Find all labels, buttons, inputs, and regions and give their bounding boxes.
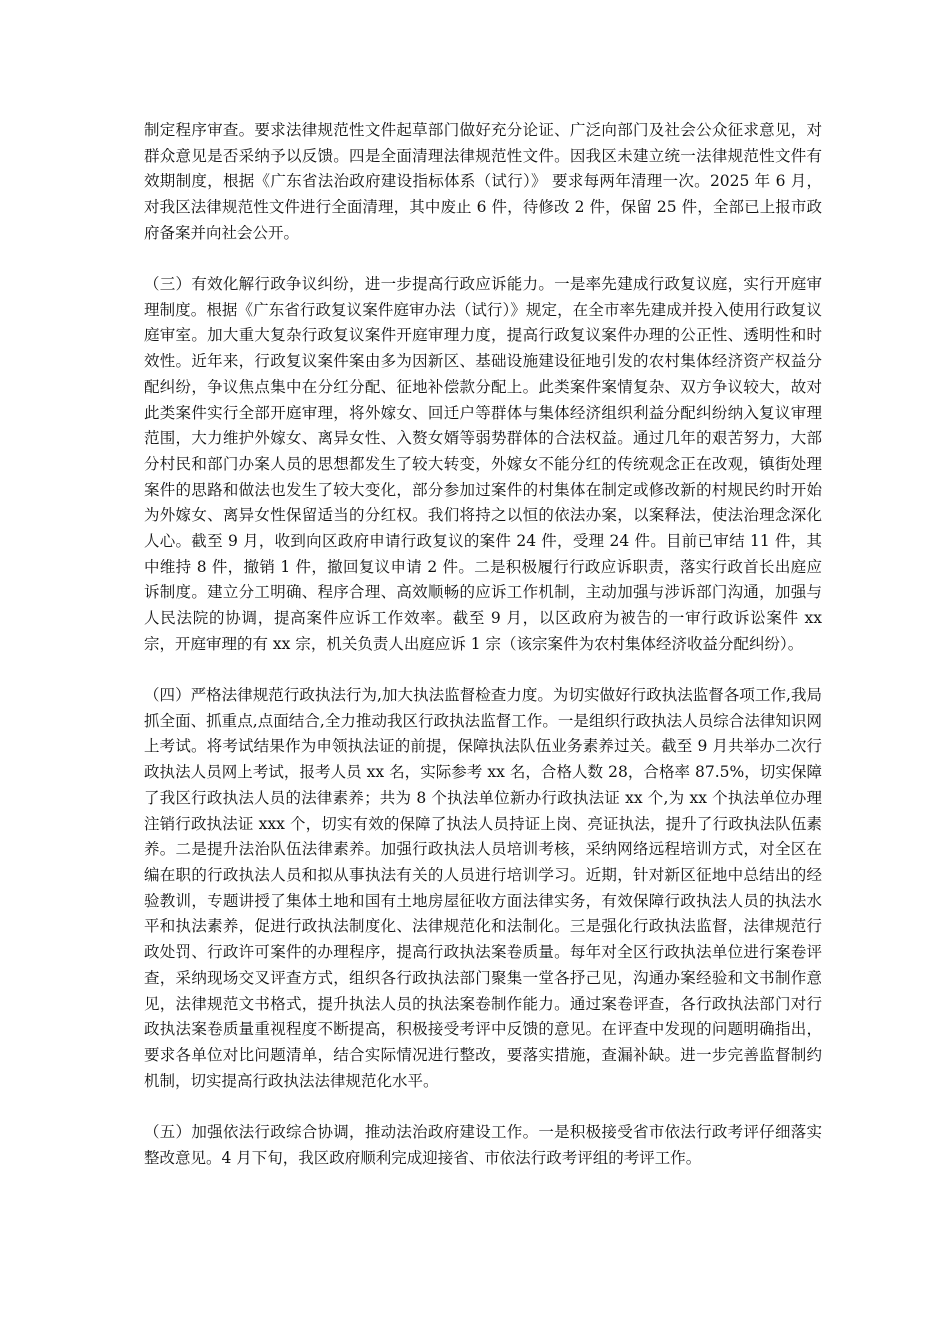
paragraph-administrative-disputes: （三）有效化解行政争议纠纷，进一步提高行政应诉能力。一是率先建成行政复议庭，实行开庭审理制度。根据《广东省行政复议案件庭审办法（试行）》规定，在全市率先建成并投入使用行政复议庭审室。加大重大复杂行政复议案件开庭审理力度，提高行政复议案件办理的公正性、透明性和时效性。近年来，行政复议案件案由多为因新区、基础设施建设征地引发的农村集体经济资产权益分配纠纷，争议焦点集中在分红分配、征地补偿款分配上。此类案件案情复杂、双方争议较大，故对此类案件实行全部开庭审理，将外嫁女、回迁户等群体与集体经济组织利益分配纠纷纳入复议审理范围，大力维护外嫁女、离异女性、入赘女婿等弱势群体的合法权益。通过几年的艰苦努力，大部分村民和部门办案人员的思想都发生了较大转变，外嫁女不能分红的传统观念正在改观，镇街处理案件的思路和做法也发生了较大变化，部分参加过案件的村集体在制定或修改新的村规民约时开始为外嫁女、离异女性保留适当的分红权。我们将持之以恒的依法办案，以案释法，使法治理念深化人心。截至 9 月，收到向区政府申请行政复议的案件 24 件，受理 24 件。目前已审结 11 件，其中维持 8 件，撤销 1 件，撤回复议申请 2 件。二是积极履行行政应诉职责，落实行政首长出庭应诉制度。建立分工明确、程序合理、高效顺畅的应诉工作机制，主动加强与涉诉部门沟通，加强与人民法院的协调，提高案件应诉工作效率。截至 9 月，以区政府为被告的一审行政诉讼案件 xx 宗，开庭审理的有 xx 宗，机关负责人出庭应诉 1 宗（该宗案件为农村集体经济收益分配纠纷）。 — [144, 275, 822, 653]
paragraph-law-enforcement-supervision: （四）严格法律规范行政执法行为,加大执法监督检查力度。为切实做好行政执法监督各项工作,我局抓全面、抓重点,点面结合,全力推动我区行政执法监督工作。一是组织行政执法人员综合法律知识网上考试。将考试结果作为申领执法证的前提，保障执法队伍业务素养过关。截至 9 月共举办二次行政执法人员网上考试，报考人员 xx 名，实际参考 xx 名，合格人数 28，合格率 87.5%，切实保障了我区行政执法人员的法律素养；共为 8 个执法单位新办行政执法证 xx 个,为 xx 个执法单位办理注销行政执法证 xxx 个，切实有效的保障了执法人员持证上岗、亮证执法，提升了行政执法队伍素养。二是提升法治队伍法律素养。加强行政执法人员培训考核，采纳网络远程培训方式，对全区在编在职的行政执法人员和拟从事执法有关的人员进行培训学习。近期，针对新区征地中总结出的经验教训，专题讲授了集体土地和国有土地房屋征收方面法律实务，有效保障行政执法人员的执法水平和执法素养，促进行政执法制度化、法律规范化和法制化。三是强化行政执法监督，法律规范行政处罚、行政许可案件的办理程序，提高行政执法案卷质量。每年对全区行政执法单位进行案卷评查，采纳现场交叉评查方式，组织各行政执法部门聚集一堂各抒己见，沟通办案经验和文书制作意见，法律规范文书格式，提升执法人员的执法案卷制作能力。通过案卷评查，各行政执法部门对行政执法案卷质量重视程度不断提高，积极接受考评中反馈的意见。在评查中发现的问题明确指出，要求各单位对比问题清单，结合实际情况进行整改，要落实措施，查漏补缺。进一步完善监督制约机制，切实提高行政执法法律规范化水平。 — [144, 686, 822, 1090]
paragraph-regulation-review: 制定程序审查。要求法律规范性文件起草部门做好充分论证、广泛向部门及社会公众征求意见，对群众意见是否采纳予以反馈。四是全面清理法律规范性文件。因我区未建立统一法律规范性文件有效期制度，根据《广东省法治政府建设指标体系（试行）》 要求每两年清理一次。2025 年 6 月，对我区法律规范性文件进行全面清理，其中废止 6 件，待修改 2 件，保留 25 件，全部已上报市政府备案并向社会公开。 — [144, 121, 822, 242]
document-page — [144, 118, 822, 1171]
paragraph-coordination: （五）加强依法行政综合协调，推动法治政府建设工作。一是积极接受省市依法行政考评仔细落实整改意见。4 月下旬，我区政府顺利完成迎接省、市依法行政考评组的考评工作。 — [144, 1122, 822, 1167]
